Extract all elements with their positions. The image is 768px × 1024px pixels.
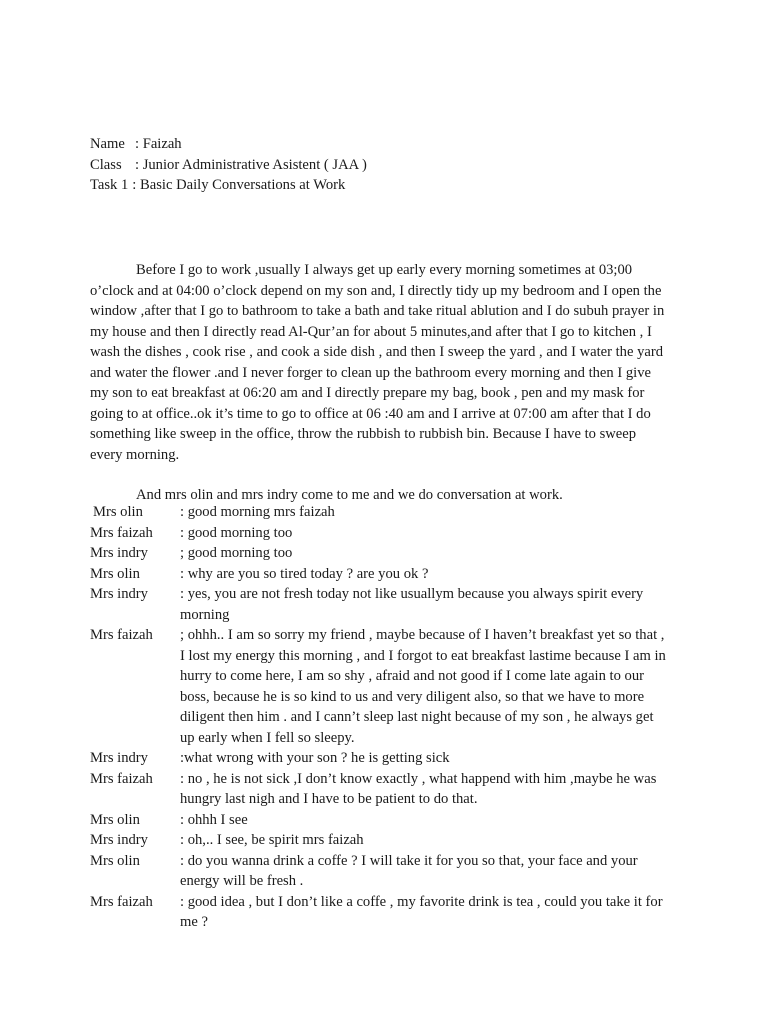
dialog-speaker: Mrs indry bbox=[90, 750, 148, 766]
dialog-line: : do you wanna drink a coffe ? I will take it for you so that, your face and your energy will be fresh . bbox=[180, 852, 638, 889]
class-value: : Junior Administrative Asistent ( JAA ) bbox=[135, 156, 367, 173]
dialog-row bbox=[90, 769, 670, 810]
body-text bbox=[90, 260, 672, 506]
dialog-line: ; good morning too bbox=[180, 545, 293, 561]
dialog-row bbox=[90, 748, 670, 769]
dialog-row bbox=[90, 810, 670, 831]
dialog-line: : no , he is not sick ,I don’t know exactly , what happend with him ,maybe he was hungry last nigh and I have to be patient to do that. bbox=[180, 770, 657, 807]
dialog-line: : good morning too bbox=[180, 524, 293, 541]
dialog-speaker: Mrs faizah bbox=[90, 770, 153, 787]
dialog-line: :what wrong with your son ? he is getting sick bbox=[180, 750, 450, 766]
dialog-speaker: Mrs indry bbox=[90, 832, 148, 848]
dialog-line: : ohhh I see bbox=[180, 811, 248, 828]
paragraph-daily-routine: Before I go to work ,usually I always get up early every morning sometimes at 03;00 o’clock and at 04:00 o’clock depend on my son and, I directly tidy up my bedroom and I open the window ,after that I go to bathroom to take a bath and take ritual ablution and I do subuh prayer in my house and then I directly read Al-Qur’an for about 5 minutes,and after that I go to kitchen , I wash the dishes , cook rise , and cook a side dish , and then I sweep the yard , and I water the yard and water the flower .and I never forger to clean up the bathroom every morning and then I give my son to eat breakfast at 06:20 am and I directly prepare my bag, book , pen and my mask for going to at office..ok it’s time to go to office at 06 :40 am and I arrive at 07:00 am after that I do something like sweep in the office, throw the rubbish to rubbish bin. Because I have to sweep every morning. bbox=[90, 262, 665, 463]
dialog-line: ; ohhh.. I am so sorry my friend , maybe because of I haven’t breakfast yet so that , I lost my energy this morning , and I forgot to eat breakfast lastime because I am in hurry to come here, I am so shy , afraid and not good if I come late again to our boss, because he is so kind to us and very diligent also, so that we have to more diligent then him . and I cann’t sleep last night because of my son , he always get up early when I fell so sleepy. bbox=[180, 627, 666, 746]
document-header bbox=[90, 134, 367, 196]
class-label: Class bbox=[90, 156, 122, 173]
class-row bbox=[90, 155, 367, 176]
dialog-row bbox=[90, 543, 670, 564]
dialog-line: : yes, you are not fresh today not like usuallym because you always spirit every morning bbox=[180, 586, 644, 623]
dialog-speaker: Mrs faizah bbox=[90, 627, 153, 643]
dialog-row bbox=[90, 892, 670, 933]
task-row bbox=[90, 175, 367, 196]
dialog-row bbox=[90, 564, 670, 585]
dialog-row bbox=[90, 851, 670, 892]
dialog-line: : good idea , but I don’t like a coffe , my favorite drink is tea , could you take it for me ? bbox=[180, 893, 663, 930]
dialog-row bbox=[90, 584, 670, 625]
conversation-dialog bbox=[90, 502, 670, 933]
dialog-speaker: Mrs olin bbox=[93, 504, 143, 520]
dialog-line: : good morning mrs faizah bbox=[180, 504, 335, 520]
name-value: : Faizah bbox=[135, 136, 182, 152]
dialog-speaker: Mrs olin bbox=[90, 565, 140, 582]
dialog-speaker: Mrs indry bbox=[90, 545, 148, 561]
task-value: : Basic Daily Conversations at Work bbox=[132, 177, 346, 193]
task-label: Task 1 bbox=[90, 177, 129, 193]
paragraph-intro-conversation: And mrs olin and mrs indry come to me and we do conversation at work. bbox=[136, 487, 563, 503]
dialog-speaker: Mrs faizah bbox=[90, 893, 153, 910]
dialog-line: : why are you so tired today ? are you ok ? bbox=[180, 565, 429, 582]
name-row bbox=[90, 134, 367, 155]
dialog-row bbox=[90, 830, 670, 851]
name-label: Name bbox=[90, 136, 125, 152]
dialog-row bbox=[90, 523, 670, 544]
dialog-speaker: Mrs olin bbox=[90, 811, 140, 828]
dialog-row bbox=[90, 502, 670, 523]
dialog-speaker: Mrs faizah bbox=[90, 524, 153, 541]
dialog-speaker: Mrs indry bbox=[90, 586, 148, 602]
dialog-speaker: Mrs olin bbox=[90, 852, 140, 869]
dialog-line: : oh,.. I see, be spirit mrs faizah bbox=[180, 832, 364, 848]
dialog-row bbox=[90, 625, 670, 748]
